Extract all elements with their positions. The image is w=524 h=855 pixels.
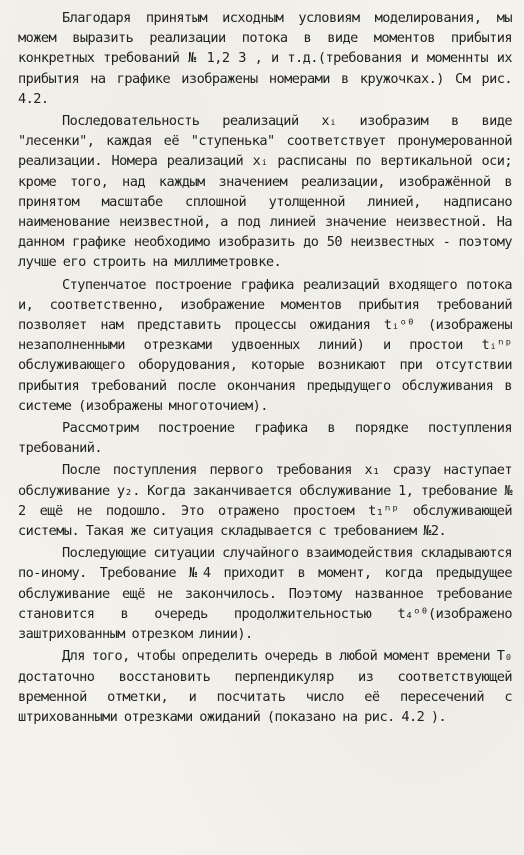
paragraph-6: Последующие ситуации случайного взаимодействия складываются по-иному. Требование №4 приходит в момент, когда предыдущее обслуживание ещё не закончилось. Поэтому названное требование становится в очередь продолжительностью t₄ᵒᶿ(изображено заштрихованным отрезком линии). — [18, 545, 512, 643]
paragraph-1: Благодаря принятым исходным условиям моделирования, мы можем выразить реализации потока в виде моментов прибытия конкретных требований № 1,2 3 , и т.д.(требования и моменнты их прибытия на графике изображены номерами в кружочках.) См рис. 4.2. — [18, 10, 512, 107]
paragraph-7: Для того, чтобы определить очередь в любой момент времени T₀ достаточно восстановить перпендикуляр из соответствующей временной отметки, и посчитать число её пересечений с штрихованными отрезками ожиданий (показано на рис. 4.2 ). — [18, 648, 512, 725]
paragraph-5: После поступления первого требования x₁ сразу наступает обслуживание y₂. Когда заканчивается обслуживание 1, требование № 2 ещё не подошло. Это отражено простоем t₁ⁿᵖ обслуживающей системы. Такая же ситуация складывается с требованием №2. — [18, 462, 512, 540]
paragraph-4: Рассмотрим построение графика в порядке поступления требований. — [18, 420, 512, 457]
paragraph-2: Последовательность реализаций xᵢ изобразим в виде "лесенки", каждая её "ступенька" соответствует пронумерованной реализации. Номера реализаций xᵢ расписаны по вертикальной оси; кроме того, над каждым значением реализации, изображённой в принятом масштабе сплошной утолщенной линией, надписано наименование неизвестной, а под линией значение неизвестной. На данном графике необходимо изобразить до 50 неизвестных - поэтому лучше его строить на миллиметровке. — [18, 113, 512, 271]
paragraph-3: Ступенчатое построение графика реализаций входящего потока и, соответственно, изображение моментов прибытия требований позволяет нам представить процессы ожидания tᵢᵒᶿ (изображены незаполненными отрезками удвоенных линий) и простои tᵢⁿᵖ обслуживающего оборудования, которые возникают при отсутствии прибытия требований после окончания предыдущего обслуживания в системе (изображены многоточием). — [18, 276, 512, 414]
